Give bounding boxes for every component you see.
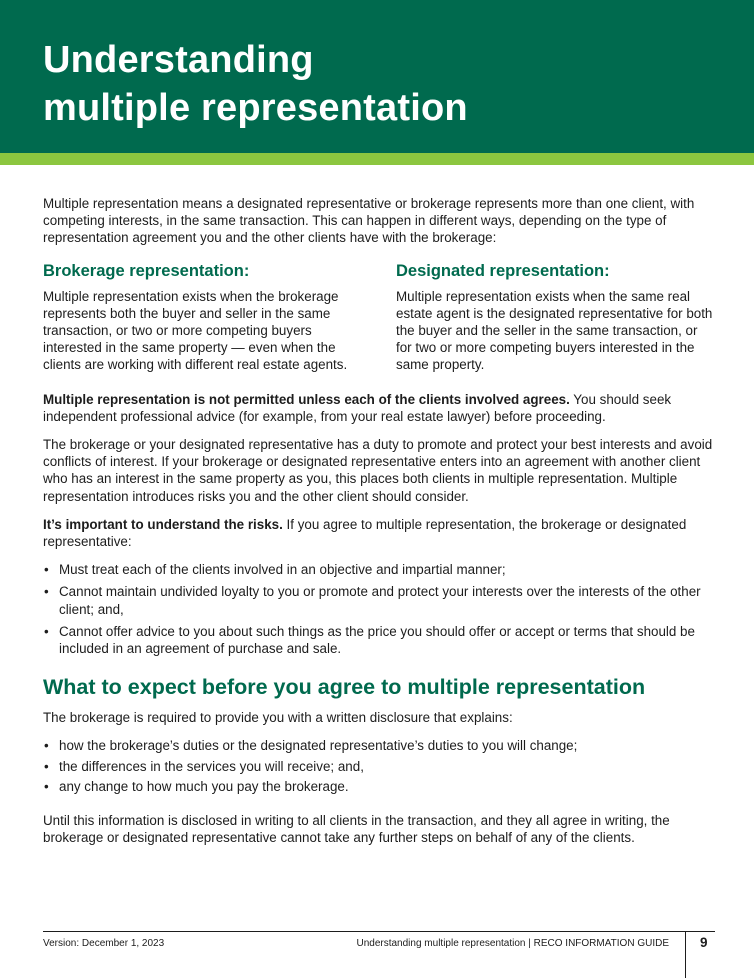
disclosure-list — [43, 737, 715, 795]
list-item-text: the differences in the services you will receive; and, — [59, 758, 364, 774]
brokerage-heading: Brokerage representation: — [43, 261, 250, 280]
designated-text: Multiple representation exists when the same real estate agent is the designated representative for both the buyer and the seller in the same transaction, or for two or more competing buyers interested in the same property. — [396, 288, 713, 373]
designated-column — [396, 261, 715, 374]
list-item-text: how the brokerage’s duties or the designated representative’s duties to you will change; — [59, 738, 578, 754]
bullet-icon: • — [44, 758, 49, 774]
list-item-text: any change to how much you pay the brokerage. — [59, 778, 349, 794]
list-item — [43, 583, 715, 617]
footer-page-divider — [685, 931, 686, 978]
list-item — [43, 561, 715, 578]
footer-version: Version: December 1, 2023 — [43, 938, 165, 949]
footer-divider — [43, 931, 715, 932]
bullet-icon: • — [44, 778, 49, 794]
section-heading: What to expect before you agree to multiple representation — [43, 675, 646, 700]
risks-bold: It’s important to understand the risks. — [43, 516, 283, 532]
bullet-icon: • — [44, 623, 49, 639]
duty-paragraph: The brokerage or your designated representative has a duty to promote and protect your best interests and avoid conflicts of interest. If your brokerage or designated representative enters into an agreement with another client who has an interest in the same property as you, this places both clients in multiple representation. Multiple representation introduces risks you and the other client should consider. — [43, 437, 713, 504]
disclosure-lead: The brokerage is required to provide you with a written disclosure that explains: — [43, 710, 513, 726]
title-band — [0, 0, 754, 153]
main-content — [43, 195, 715, 857]
brokerage-column — [43, 261, 362, 374]
page-title-line-2: multiple representation — [43, 87, 468, 129]
list-item — [43, 737, 715, 754]
list-item-text: Cannot maintain undivided loyalty to you or promote and protect your interests over the interests of the other client; and, — [59, 584, 701, 617]
page-number: 9 — [700, 935, 708, 950]
list-item — [43, 623, 715, 657]
consent-bold: Multiple representation is not permitted unless each of the clients involved agrees. — [43, 391, 570, 407]
consent-paragraph — [43, 391, 715, 425]
brokerage-text: Multiple representation exists when the brokerage represents both the buyer and seller in the same transaction, or two or more competing buyers interested in the same property — even when the clients are working with different real estate agents. — [43, 288, 348, 373]
representation-columns — [43, 261, 715, 374]
page-title — [43, 36, 468, 132]
risks-rest: If you agree to multiple representation, the brokerage or designated representative: — [43, 516, 687, 550]
list-item-text: Must treat each of the clients involved in an objective and impartial manner; — [59, 562, 506, 578]
page-title-line-1: Understanding — [43, 39, 314, 81]
risks-list — [43, 561, 715, 657]
footer-guide-title: Understanding multiple representation | RECO INFORMATION GUIDE — [356, 938, 669, 949]
accent-stripe — [0, 153, 754, 165]
designated-heading: Designated representation: — [396, 261, 610, 280]
risks-paragraph — [43, 516, 715, 550]
intro-paragraph: Multiple representation means a designated representative or brokerage represents more than one client, with competing interests, in the same transaction. This can happen in different ways, depending on the type of representation agreement you and the other clients have with the brokerage: — [43, 196, 695, 246]
bullet-icon: • — [44, 584, 49, 600]
list-item — [43, 758, 715, 775]
list-item — [43, 778, 715, 795]
bullet-icon: • — [44, 562, 49, 578]
closing-paragraph: Until this information is disclosed in writing to all clients in the transaction, and they all agree in writing, the brokerage or designated representative cannot take any further steps on behalf of any of the clients. — [43, 813, 670, 846]
list-item-text: Cannot offer advice to you about such things as the price you should offer or accept or terms that should be included in an agreement of purchase and sale. — [59, 623, 695, 657]
bullet-icon: • — [44, 738, 49, 754]
consent-rest: You should seek independent professional advice (for example, from your real estate lawyer) before proceeding. — [43, 391, 672, 424]
